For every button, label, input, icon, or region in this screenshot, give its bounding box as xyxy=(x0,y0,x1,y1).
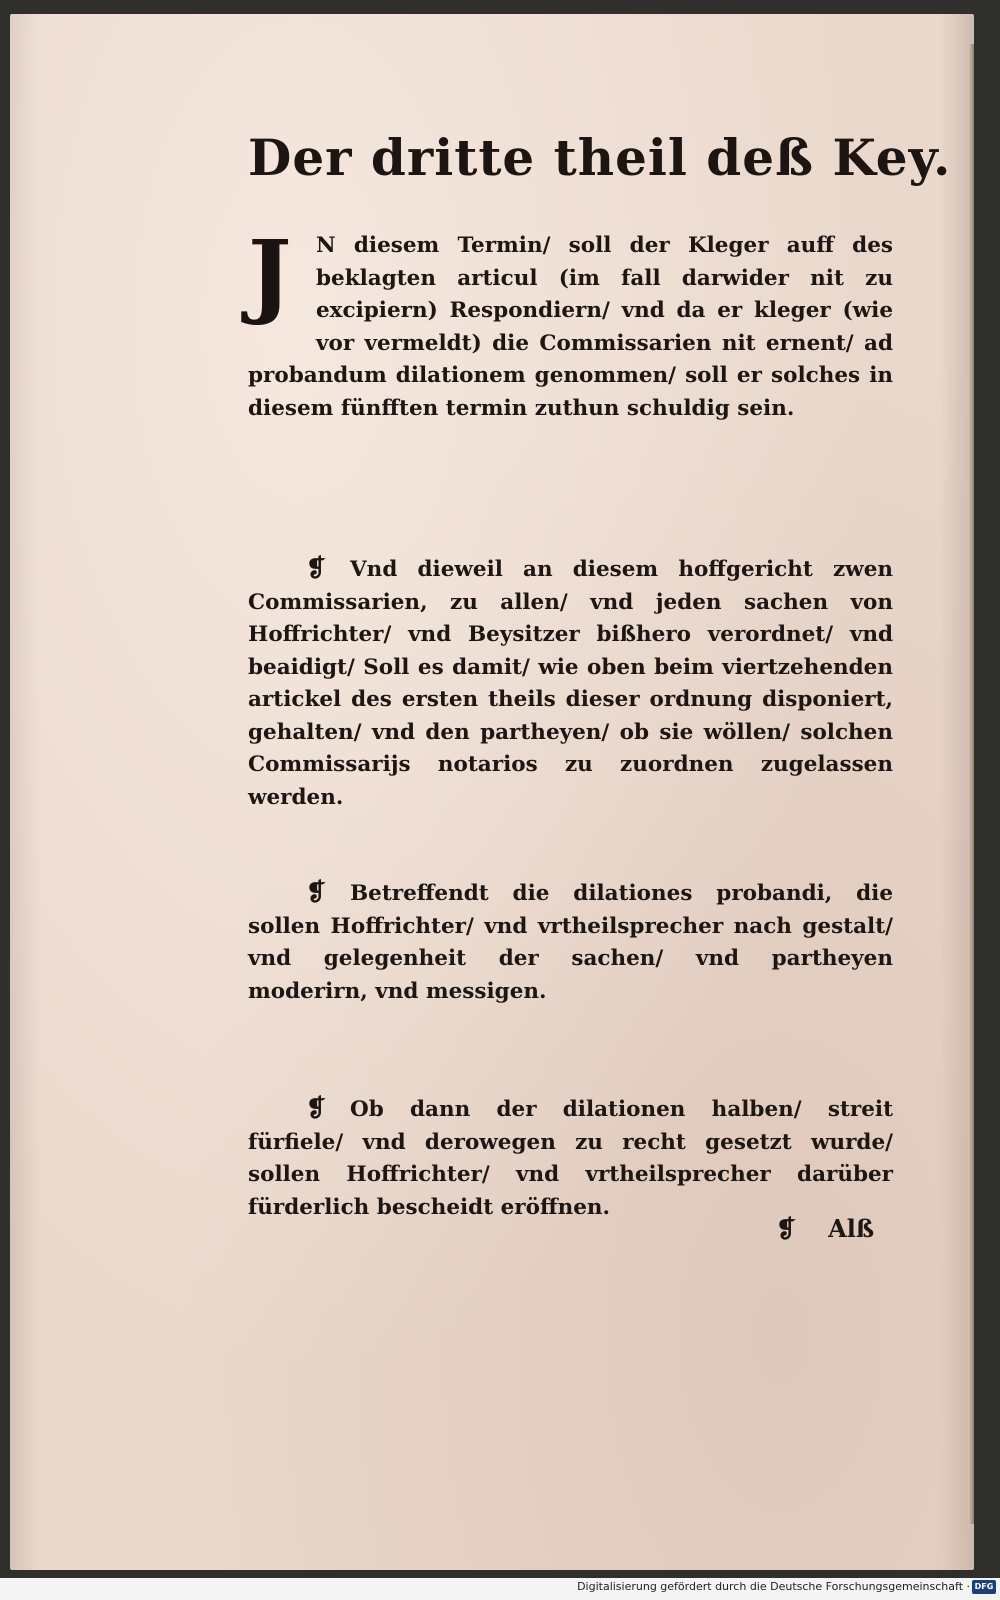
page-edge-shadow xyxy=(968,44,974,1524)
paragraph-1 xyxy=(248,220,893,425)
digitization-credit: Digitalisierung gefördert durch die Deutsche Forschungsgemeinschaft · xyxy=(577,1580,970,1593)
pilcrow-icon: ❡ xyxy=(306,1093,327,1122)
catchword xyxy=(776,1214,874,1243)
paragraph-2-text: Vnd dieweil an diesem hoffgericht zwen Commissarien, zu allen/ vnd jeden sachen von Hoffrichter/ vnd Beysitzer bißhero verordnet/ vnd beaidigt/ Soll es damit/ wie oben beim viertzehenden artickel des ersten theils dieser ordnung disponiert, gehalten/ vnd den partheyen/ ob sie wöllen/ solchen Commissarijs notarios zu zuordnen zugelassen werden. xyxy=(248,557,893,810)
catchword-text: Alß xyxy=(828,1214,875,1243)
paragraph-3 xyxy=(248,876,893,1008)
pilcrow-icon: ❡ xyxy=(306,553,327,582)
pilcrow-icon: ❡ xyxy=(306,877,327,906)
paragraph-2 xyxy=(248,552,893,814)
dropcap-initial: J xyxy=(248,220,292,328)
paragraph-3-text: Betreffendt die dilationes probandi, die sollen Hoffrichter/ vnd vrtheilsprecher nach gestalt/ vnd gelegenheit der sachen/ vnd partheyen moderirn, vnd messigen. xyxy=(248,881,893,1004)
running-heading: Der dritte theil deß Key. xyxy=(248,128,952,187)
pilcrow-icon: ❡ xyxy=(776,1214,797,1243)
paragraph-4-text: Ob dann der dilationen halben/ streit fürfiele/ vnd derowegen zu recht gesetzt wurde/ sollen Hoffrichter/ vnd vrtheilsprecher darüber fürderlich bescheidt eröffnen. xyxy=(248,1097,893,1220)
dfg-logo-icon: DFG xyxy=(972,1580,996,1594)
paragraph-4 xyxy=(248,1092,893,1224)
paragraph-1-text: N diesem Termin/ soll der Kleger auff des beklagten articul (im fall darwider nit zu excipiern) Respondiern/ vnd da er kleger (wie vor vermeldt) die Commissarien nit ernent/ ad probandum dilationem genommen/ soll er solches in diesem fünfften termin zuthun schuldig sein. xyxy=(248,233,893,421)
